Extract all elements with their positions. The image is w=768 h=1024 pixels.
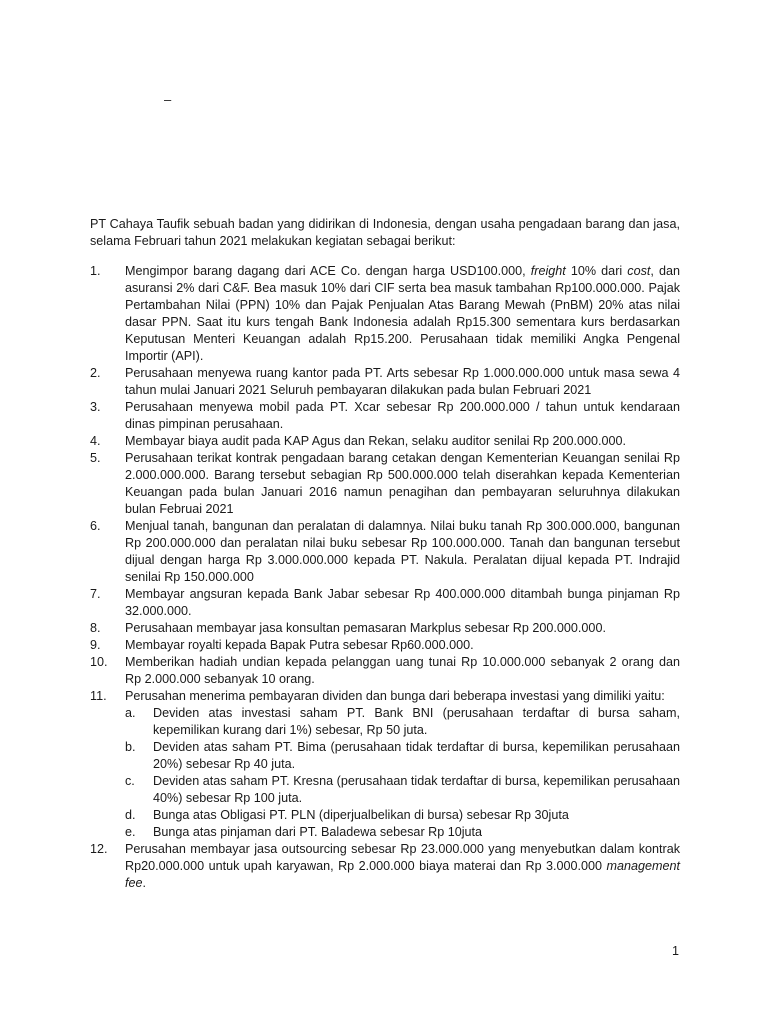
sub-list-item-d bbox=[125, 807, 680, 824]
item-number: 6. bbox=[90, 519, 101, 533]
item-number: 12. bbox=[90, 842, 108, 856]
item-text: Perusahaan menyewa mobil pada PT. Xcar sebesar Rp 200.000.000 / tahun untuk kendaraan dinas pimpinan perusahaan. bbox=[125, 400, 680, 431]
page-number: 1 bbox=[672, 944, 680, 958]
item-text-part: , dan asuransi 2% dari C&F. Bea masuk 10% dari CIF serta bea masuk tambahan Rp100.000.000. Pajak Pertambahan Nilai (PPN) 10% dan Pajak Penjualan Atas Barang Mewah (PnBM) 20% atas nilai dasar PPN. Saat itu kurs tengah Bank Indonesia adalah Rp15.300 sementara kurs berdasarkan Keputusan Menteri Keuangan adalah Rp15.200. Perusahaan tidak memiliki Angka Pengenal Importir (API). bbox=[125, 264, 680, 363]
sub-list-item-e bbox=[125, 824, 680, 841]
item-text-part: 10% dari bbox=[565, 264, 628, 278]
item-number: 3. bbox=[90, 400, 101, 414]
item-italic-term: management fee bbox=[125, 859, 680, 890]
list-item-12 bbox=[90, 841, 680, 892]
item-text: Membayar biaya audit pada KAP Agus dan Rekan, selaku auditor senilai Rp 200.000.000. bbox=[125, 434, 627, 448]
item-text: Memberikan hadiah undian kepada pelanggan uang tunai Rp 10.000.000 sebanyak 2 orang dan Rp 2.000.000 sebanyak 10 orang. bbox=[125, 655, 680, 686]
item-italic-term: cost bbox=[627, 264, 651, 278]
list-item-3 bbox=[90, 399, 680, 433]
sub-item-text: Bunga atas Obligasi PT. PLN (diperjualbelikan di bursa) sebesar Rp 30juta bbox=[153, 808, 569, 822]
list-item-9 bbox=[90, 637, 680, 654]
sub-item-letter: d. bbox=[125, 808, 136, 822]
sub-item-letter: e. bbox=[125, 825, 136, 839]
item-text: Perusahan menerima pembayaran dividen dan bunga dari beberapa investasi yang dimiliki yaitu: bbox=[125, 689, 665, 703]
item-text: Menjual tanah, bangunan dan peralatan di dalamnya. Nilai buku tanah Rp 300.000.000, bangunan Rp 200.000.000 dan peralatan nilai buku sebesar Rp 100.000.000. Tanah dan bangunan tersebut dijual dengan harga Rp 3.000.000.000 kepada PT. Nakula. Peralatan dijual kepada PT. Indrajid senilai Rp 150.000.000 bbox=[125, 519, 680, 584]
intro-paragraph: PT Cahaya Taufik sebuah badan yang didirikan di Indonesia, dengan usaha pengadaan barang dan jasa, selama Februari tahun 2021 melakukan kegiatan sebagai berikut: bbox=[90, 217, 680, 248]
sub-item-letter: a. bbox=[125, 706, 136, 720]
sub-list-item-a bbox=[125, 705, 680, 739]
list-item-10 bbox=[90, 654, 680, 688]
document-body bbox=[90, 216, 680, 892]
item-italic-term: freight bbox=[530, 264, 566, 278]
item-number: 5. bbox=[90, 451, 101, 465]
sub-list-item-c bbox=[125, 773, 680, 807]
item-number: 2. bbox=[90, 366, 101, 380]
sub-item-text: Deviden atas saham PT. Kresna (perusahaan tidak terdaftar di bursa, kepemilikan perusahaan 40%) sebesar Rp 100 juta. bbox=[153, 774, 680, 805]
list-item-1 bbox=[90, 263, 680, 365]
item-number: 10. bbox=[90, 655, 108, 669]
activity-list bbox=[90, 263, 680, 892]
list-item-6 bbox=[90, 518, 680, 586]
item-text: Perusahaan menyewa ruang kantor pada PT. Arts sebesar Rp 1.000.000.000 untuk masa sewa 4 tahun mulai Januari 2021 Seluruh pembayaran dilakukan pada bulan Februari 2021 bbox=[125, 366, 680, 397]
sub-item-text: Deviden atas saham PT. Bima (perusahaan tidak terdaftar di bursa, kepemilikan perusahaan 20%) sebesar Rp 40 juta. bbox=[153, 740, 680, 771]
item-number: 1. bbox=[90, 264, 101, 278]
item-text: Perusahaan terikat kontrak pengadaan barang cetakan dengan Kementerian Keuangan senilai Rp 2.000.000.000. Barang tersebut sebagian Rp 500.000.000 telah diserahkan kepada Kementerian Keuangan pada bulan Januari 2016 namun penagihan dan pembayaran seluruhnya dilakukan bulan Februai 2021 bbox=[125, 451, 680, 516]
item-text-part: Perusahan membayar jasa outsourcing sebesar Rp 23.000.000 yang menyebutkan dalam kontrak Rp20.000.000 untuk upah karyawan, Rp 2.000.000 biaya materai dan Rp 3.000.000 bbox=[125, 842, 680, 873]
sub-list-item-b bbox=[125, 739, 680, 773]
list-item-11 bbox=[90, 688, 680, 841]
item-number: 8. bbox=[90, 621, 101, 635]
sub-item-text: Bunga atas pinjaman dari PT. Baladewa sebesar Rp 10juta bbox=[153, 825, 483, 839]
item-text: Membayar angsuran kepada Bank Jabar sebesar Rp 400.000.000 ditambah bunga pinjaman Rp 32.000.000. bbox=[125, 587, 680, 618]
item-number: 11. bbox=[90, 689, 107, 703]
list-item-4 bbox=[90, 433, 680, 450]
sub-item-letter: c. bbox=[125, 774, 135, 788]
list-item-2 bbox=[90, 365, 680, 399]
sub-item-letter: b. bbox=[125, 740, 136, 754]
sub-item-text: Deviden atas investasi saham PT. Bank BNI (perusahaan terdaftar di bursa saham, kepemilikan kurang dari 1%) sebesar, Rp 50 juta. bbox=[153, 706, 680, 737]
sub-list bbox=[125, 705, 680, 841]
item-number: 9. bbox=[90, 638, 101, 652]
list-item-5 bbox=[90, 450, 680, 518]
item-text-part: Mengimpor barang dagang dari ACE Co. dengan harga USD100.000, bbox=[125, 264, 531, 278]
item-text-part: . bbox=[142, 876, 147, 890]
item-text: Perusahaan membayar jasa konsultan pemasaran Markplus sebesar Rp 200.000.000. bbox=[125, 621, 606, 635]
item-number: 7. bbox=[90, 587, 101, 601]
list-item-7 bbox=[90, 586, 680, 620]
item-text: Membayar royalti kepada Bapak Putra sebesar Rp60.000.000. bbox=[125, 638, 474, 652]
header-dash-mark: – bbox=[164, 92, 172, 107]
list-item-8 bbox=[90, 620, 680, 637]
item-number: 4. bbox=[90, 434, 101, 448]
